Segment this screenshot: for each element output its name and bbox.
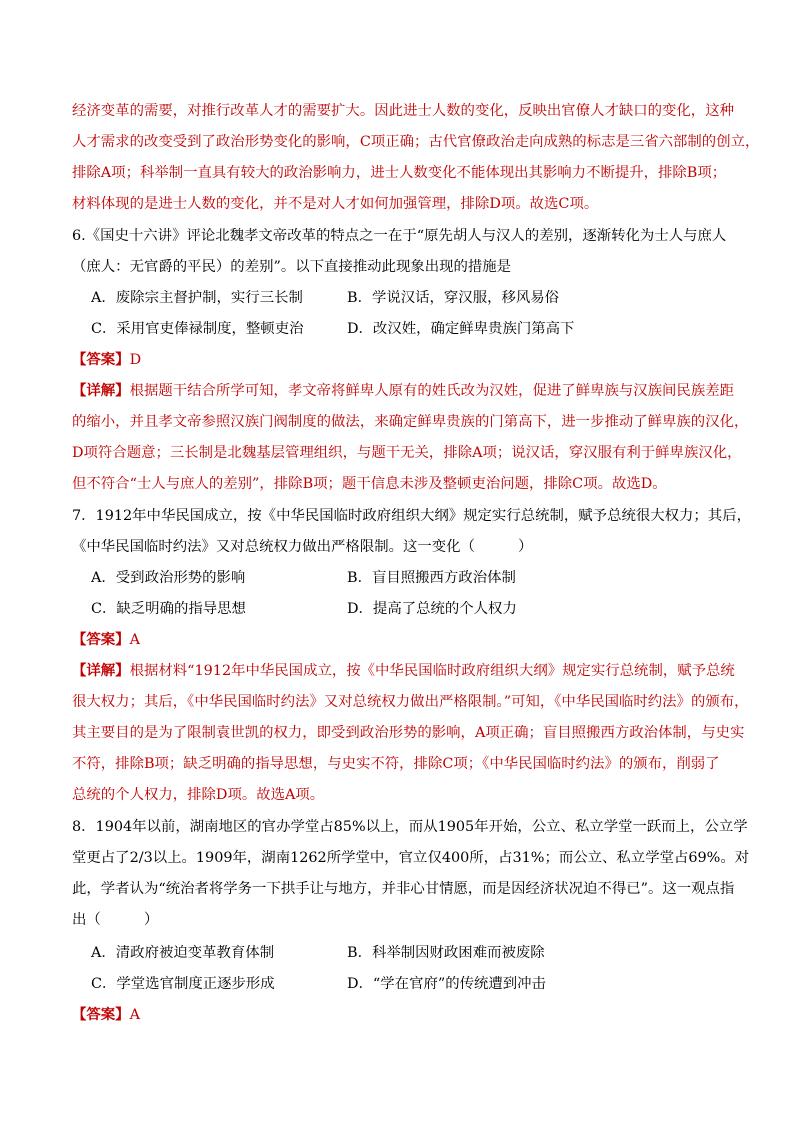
- answer-value: A: [129, 1007, 140, 1023]
- question-8-stem: 此，学者认为“统治者将学务一下拱手让与地方，并非心甘情愿，而是因经济状况迫不得已”。这一观点指: [72, 881, 735, 897]
- question-7-option-d: D．提高了总统的个人权力: [347, 601, 517, 617]
- question-7-stem: 7．1912年中华民国成立，按《中华民国临时政府组织大纲》规定实行总统制，赋予总统很大权力；其后，: [72, 508, 751, 524]
- question-7-detail: 很大权力；其后，《中华民国临时约法》又对总统权力做出严格限制。”可知，《中华民国临时约法》的颁布，: [72, 694, 749, 710]
- question-6-option-c: C．采用官吏俸禄制度，整顿吏治: [91, 321, 304, 337]
- question-7-detail: [72, 661, 735, 681]
- question-8-stem: 8．1904年以前，湖南地区的官办学堂占85%以上，而从1905年开始，公立、私立学堂一跃而上，公立学: [72, 819, 748, 835]
- question-6-option-d: D．改汉姓，确定鲜卑贵族门第高下: [347, 321, 575, 337]
- question-7-detail: 不符，排除B项；缺乏明确的指导思想，与史实不符，排除C项；《中华民国临时约法》的颁布，削弱了: [72, 756, 720, 772]
- explanation-line: 材料体现的是进士人数的变化，并不是对人才如何加强管理，排除D项。故选C项。: [72, 196, 599, 212]
- question-8-option-b: B．科举制因财政困难而被废除: [347, 945, 545, 961]
- question-6-option-a: A．废除宗主督护制，实行三长制: [91, 290, 303, 306]
- question-6-detail: 的缩小，并且孝文帝参照汉族门阀制度的做法，来确定鲜卑贵族的门第高下，进一步推动了鲜卑族的汉化，: [72, 414, 749, 430]
- question-8-option-d: D．“学在官府”的传统遭到冲击: [347, 976, 546, 992]
- question-7-option-c: C．缺乏明确的指导思想: [91, 601, 246, 617]
- explanation-line: 人才需求的改变受到了政治形势变化的影响，C项正确；古代官僚政治走向成熟的标志是三省六部制的创立，: [72, 134, 760, 150]
- question-8-option-a: A．清政府被迫变革教育体制: [91, 945, 275, 961]
- detail-label: 【详解】: [72, 382, 130, 399]
- question-6-detail: [72, 381, 734, 401]
- explanation-line: 排除A项；科举制一直具有较大的政治影响力，进士人数变化不能体现出其影响力不断提升，排除B项；: [72, 165, 727, 181]
- question-7-option-a: A．受到政治形势的影响: [91, 570, 246, 586]
- answer-value: A: [129, 632, 140, 648]
- answer-value: D: [129, 352, 142, 368]
- question-7-detail: 其主要目的是为了限制袁世凯的权力，即受到政治形势的影响，A项正确；盲目照搬西方政治体制，与史实: [72, 725, 745, 741]
- detail-text: 根据材料“1912年中华民国成立，按《中华民国临时政府组织大纲》规定实行总统制，赋予总统: [129, 663, 735, 679]
- question-6-detail: D项符合题意；三长制是北魏基层管理组织，与题干无关，排除A项；说汉话，穿汉服有利于鲜卑族汉化，: [72, 445, 742, 461]
- answer-label: 【答案】: [72, 1006, 130, 1023]
- detail-label: 【详解】: [72, 662, 130, 679]
- question-8-stem: 出（ ）: [72, 912, 159, 928]
- question-7-answer: [72, 630, 140, 650]
- question-7-option-b: B．盲目照搬西方政治体制: [347, 570, 516, 586]
- question-7-stem: 《中华民国临时约法》又对总统权力做出严格限制。这一变化（ ）: [72, 539, 533, 555]
- question-7-detail: 总统的个人权力，排除D项。故选A项。: [72, 787, 325, 803]
- answer-label: 【答案】: [72, 631, 130, 648]
- question-6-stem: 6.《国史十六讲》评论北魏孝文帝改革的特点之一在于“原先胡人与汉人的差别，逐渐转化为士人与庶人: [72, 228, 727, 244]
- question-8-stem: 堂更占了2/3以上。1909年，湖南1262所学堂中，官立仅400所，占31%；而公立、私立学堂占69%。对: [72, 850, 750, 866]
- question-6-stem: （庶人：无官爵的平民）的差别”。以下直接推动此现象出现的措施是: [72, 259, 512, 275]
- detail-text: 根据题干结合所学可知，孝文帝将鲜卑人原有的姓氏改为汉姓，促进了鲜卑族与汉族间民族差距: [129, 383, 734, 399]
- question-8-answer: [72, 1005, 140, 1025]
- explanation-line: 经济变革的需要，对推行改革人才的需要扩大。因此进士人数的变化，反映出官僚人才缺口的变化，这种: [72, 103, 734, 119]
- question-6-option-b: B．学说汉话，穿汉服，移风易俗: [347, 290, 560, 306]
- question-6-detail: 但不符合“士人与庶人的差别”，排除B项；题干信息未涉及整顿吏治问题，排除C项。故选D。: [72, 476, 667, 492]
- question-8-option-c: C．学堂选官制度正逐步形成: [91, 976, 275, 992]
- answer-label: 【答案】: [72, 351, 130, 368]
- question-6-answer: [72, 350, 141, 370]
